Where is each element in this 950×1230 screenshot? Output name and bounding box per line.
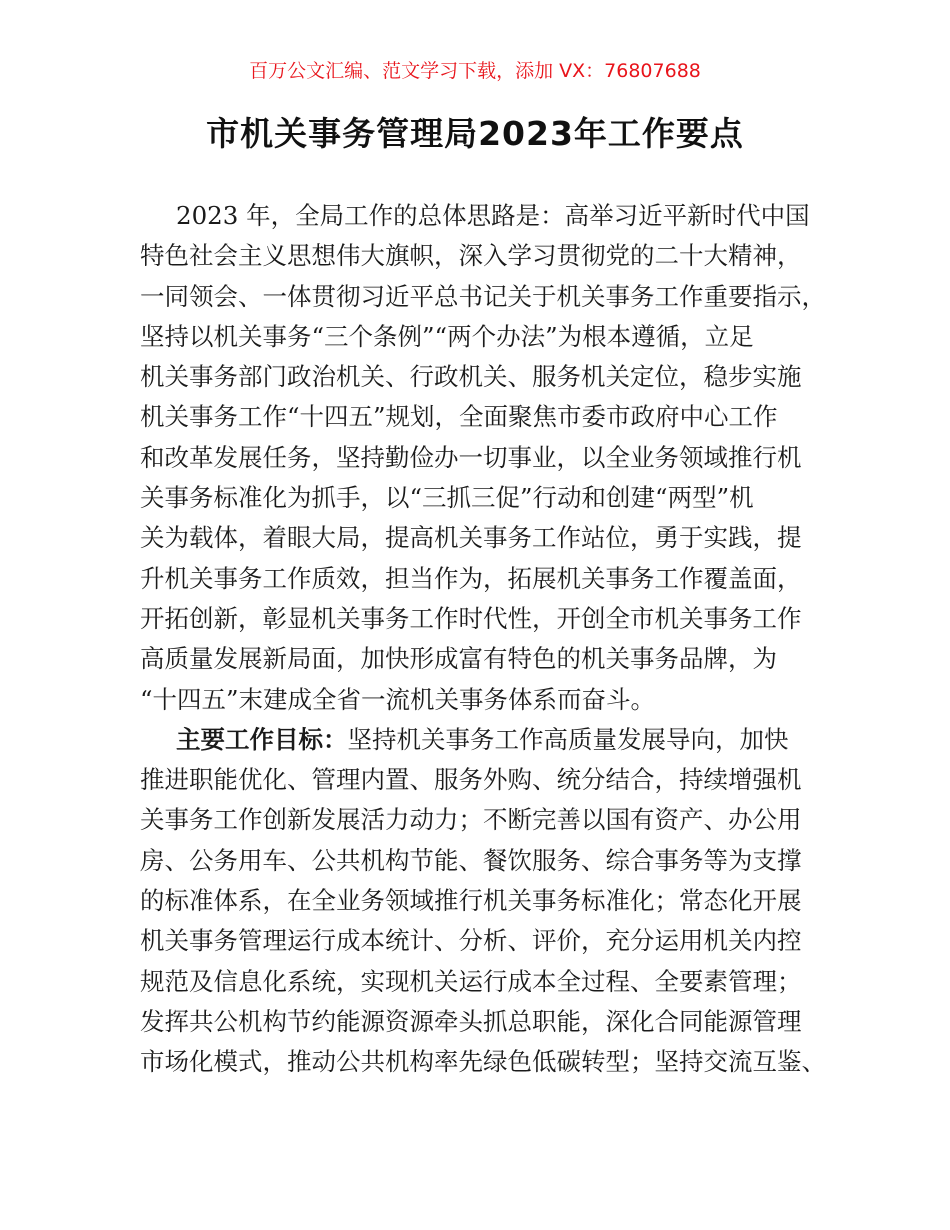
paragraph-2-lead: 主要工作目标：: [176, 724, 348, 754]
paragraph-2-line: 的标准体系，在全业务领域推行机关事务标准化；常态化开展: [140, 886, 802, 916]
paragraph-2-line: 规范及信息化系统，实现机关运行成本全过程、全要素管理；: [140, 966, 802, 996]
paragraph-1-line: 2023 年，全局工作的总体思路是：高举习近平新时代中国: [176, 201, 810, 230]
paragraph-2-line: 市场化模式，推动公共机构率先绿色低碳转型；坚持交流互鉴、: [140, 1047, 826, 1077]
paragraph-1-line: 升机关事务工作质效，担当作为，拓展机关事务工作覆盖面，: [140, 563, 802, 593]
paragraph-1-line: 机关事务工作“十四五”规划，全面聚焦市委市政府中心工作: [140, 402, 778, 432]
paragraph-1-line: 坚持以机关事务“三个条例”“两个办法”为根本遵循，立足: [140, 321, 754, 351]
document-title: 市机关事务管理局2023年工作要点: [206, 114, 744, 153]
document-body: [140, 196, 826, 1083]
paragraph-1-line: 机关事务部门政治机关、行政机关、服务机关定位，稳步实施: [140, 362, 802, 392]
paragraph-1-line: 关为载体，着眼大局，提高机关事务工作站位，勇于实践，提: [140, 523, 802, 553]
paragraph-2-line: 机关事务管理运行成本统计、分析、评价，充分运用机关内控: [140, 926, 802, 956]
paragraph-1-line: 和改革发展任务，坚持勤俭办一切事业，以全业务领域推行机: [140, 442, 802, 472]
header-note: 百万公文汇编、范文学习下载，添加 VX：76807688: [249, 60, 701, 82]
paragraph-1-line: 高质量发展新局面，加快形成富有特色的机关事务品牌，为: [140, 644, 777, 674]
paragraph-1-line: “十四五”末建成全省一流机关事务体系而奋斗。: [140, 684, 656, 714]
paragraph-2-line: 推进职能优化、管理内置、服务外购、统分结合，持续增强机: [140, 765, 802, 795]
paragraph-2-first-rest: 坚持机关事务工作高质量发展导向，加快: [347, 724, 789, 754]
paragraph-1-line: 特色社会主义思想伟大旗帜，深入学习贯彻党的二十大精神，: [140, 241, 802, 271]
paragraph-2-line: 发挥共公机构节约能源资源牵头抓总职能，深化合同能源管理: [140, 1006, 802, 1036]
paragraph-1-line: 一同领会、一体贯彻习近平总书记关于机关事务工作重要指示，: [140, 281, 826, 311]
paragraph-2-line: 关事务工作创新发展活力动力；不断完善以国有资产、办公用: [140, 805, 802, 835]
paragraph-1-line: 开拓创新，彰显机关事务工作时代性，开创全市机关事务工作: [140, 603, 802, 633]
paragraph-2-first-line: [140, 720, 822, 760]
paragraph-2-line: 房、公务用车、公共机构节能、餐饮服务、综合事务等为支撑: [140, 845, 802, 875]
paragraph-1-line: 关事务标准化为抓手，以“三抓三促”行动和创建“两型”机: [140, 483, 754, 513]
